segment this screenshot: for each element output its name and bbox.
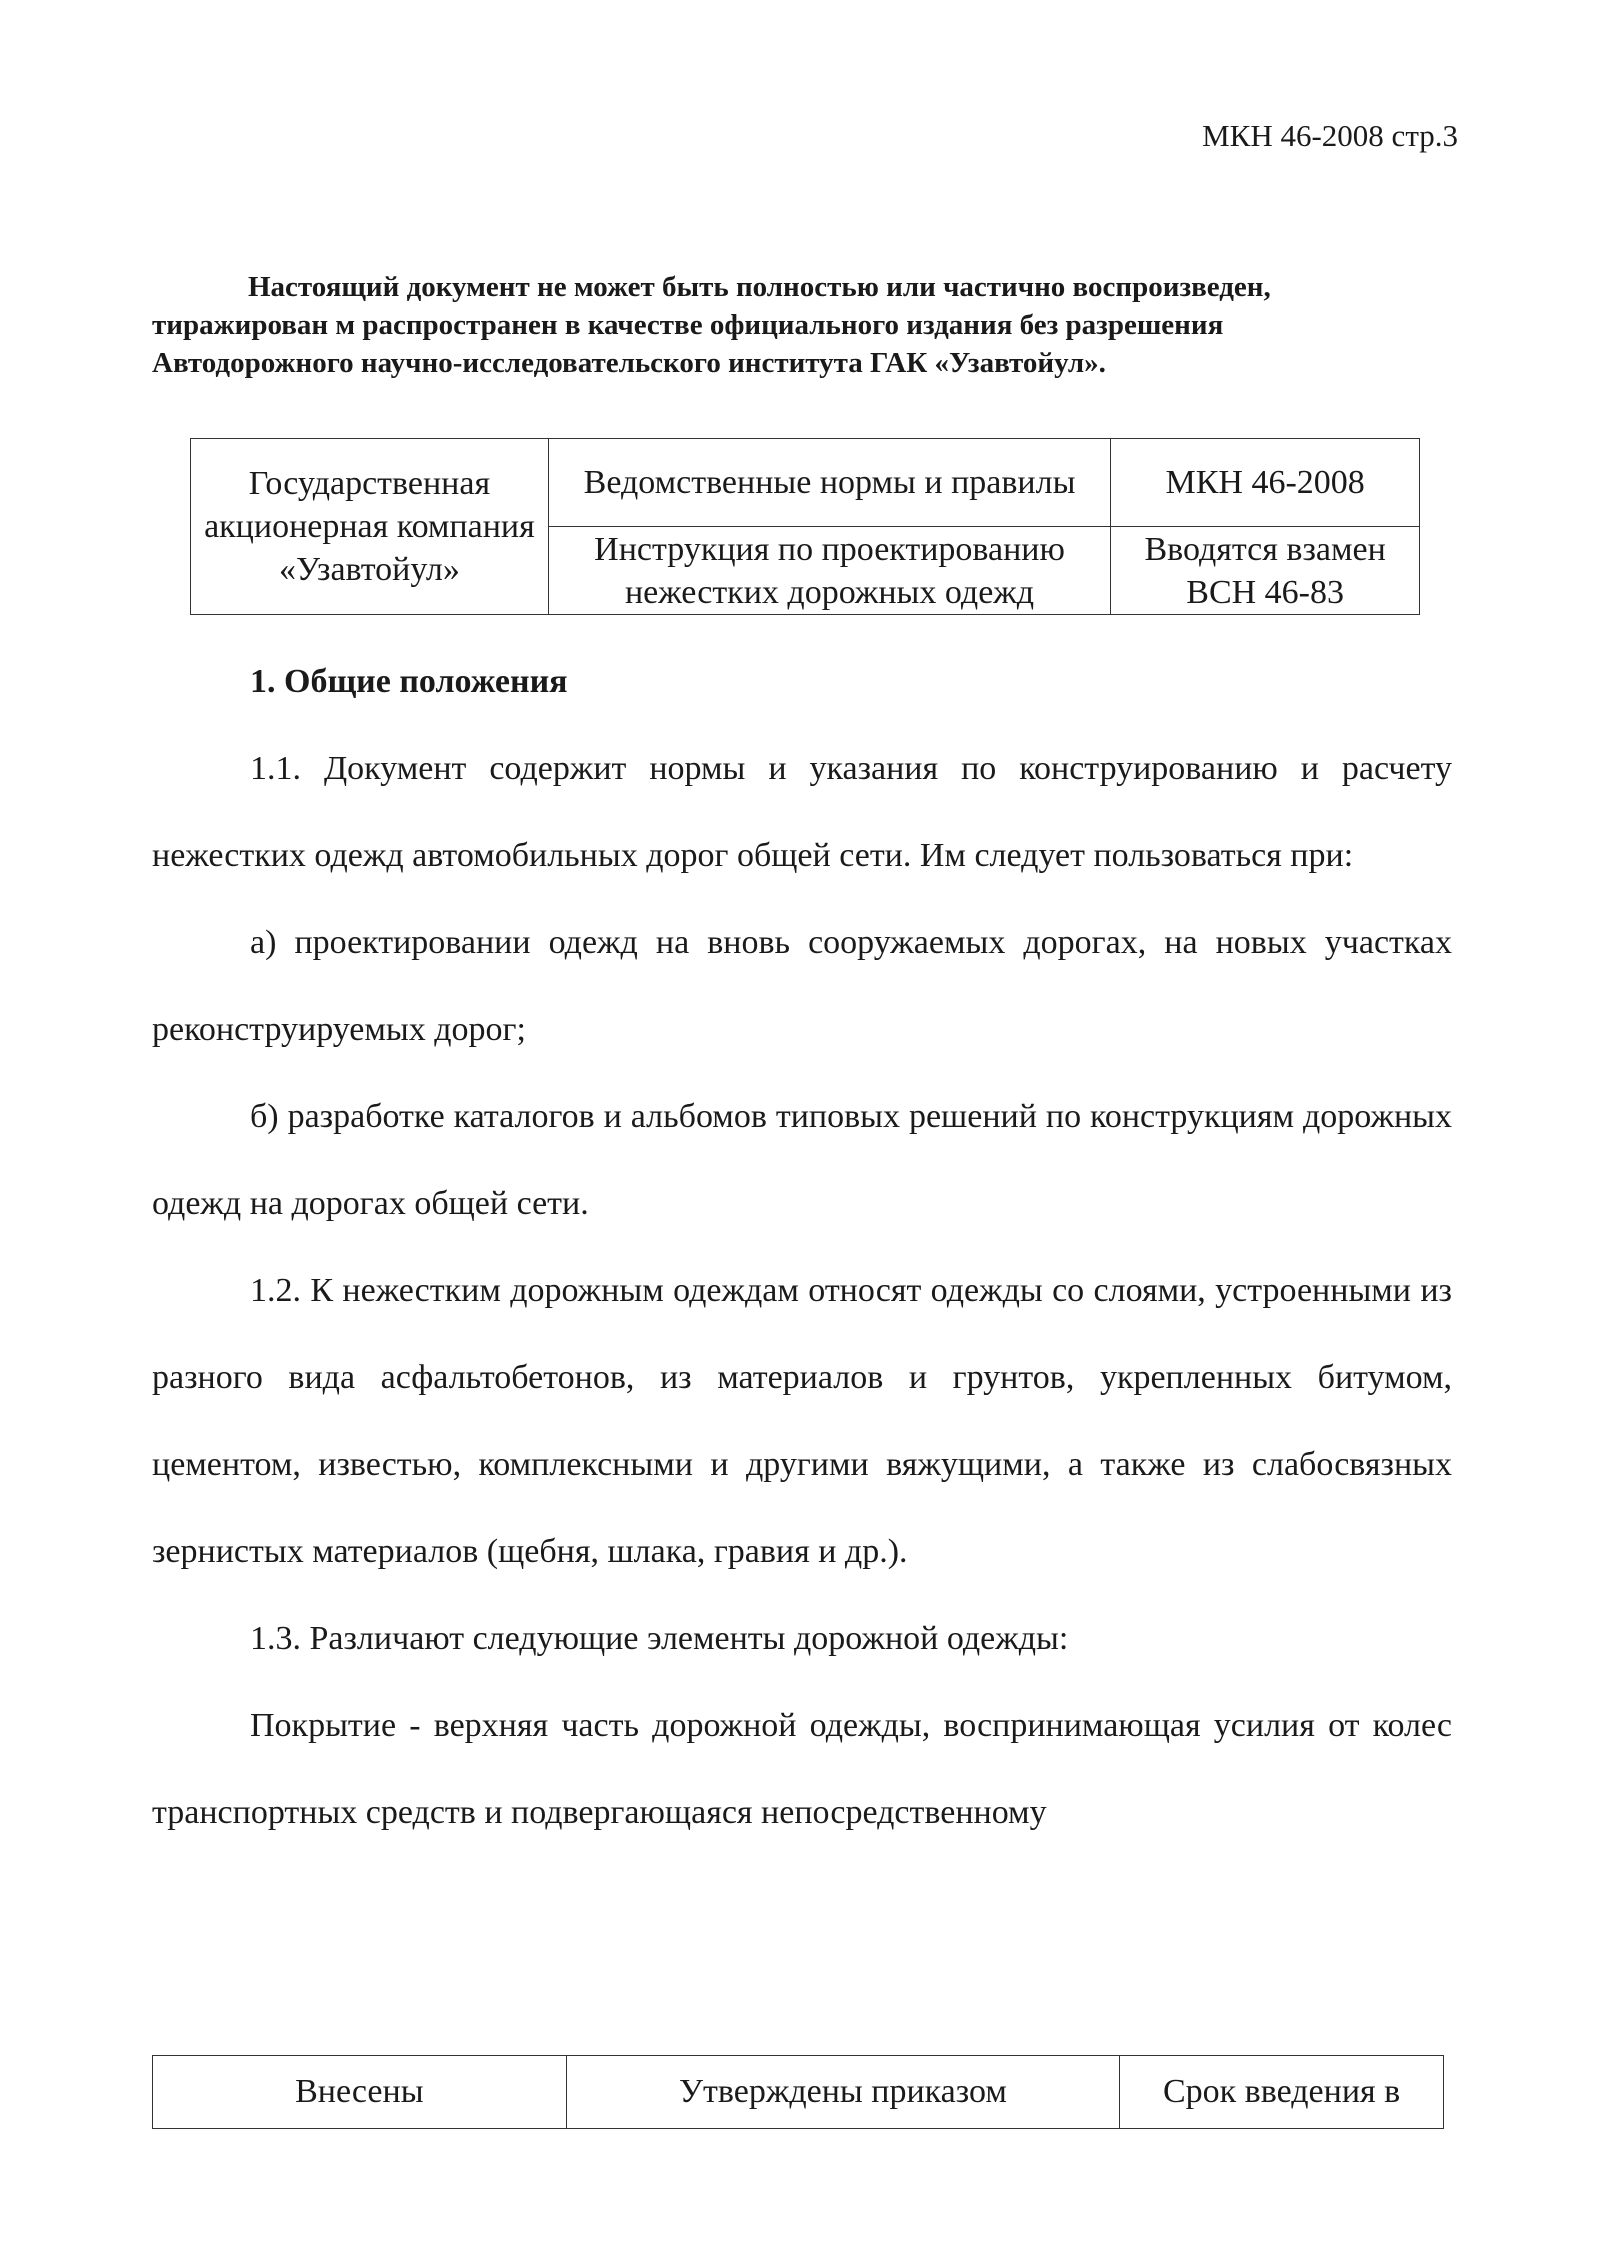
- paragraph-item-a: а) проектировании одежд на вновь сооружаемых дорогах, на новых участках реконструируемых дорог;: [152, 924, 1452, 1048]
- notice-line-3: Автодорожного научно-исследовательского института ГАК «Узавтойул».: [152, 347, 1106, 379]
- approval-table: [152, 2055, 1444, 2129]
- paragraph-1-1: 1.1. Документ содержит нормы и указания по конструированию и расчету нежестких одежд автомобильных дорог общей сети. Им следует пользоваться при:: [152, 750, 1452, 874]
- replaces-cell: Вводятся взамен ВСН 46-83: [1111, 527, 1420, 615]
- paragraph-1-3: 1.3. Различают следующие элементы дорожной одежды:: [250, 1620, 1069, 1657]
- notice-line-2: тиражирован м распространен в качестве официального издания без разрешения: [152, 309, 1224, 341]
- document-body: [152, 725, 1452, 1856]
- page-reference: МКН 46-2008 стр.3: [1202, 118, 1458, 153]
- instruction-title-cell: Инструкция по проектированию нежестких дорожных одежд: [548, 527, 1110, 615]
- notice-line-1: Настоящий документ не может быть полностью или частично воспроизведен,: [248, 271, 1271, 303]
- effective-date-cell: Срок введения в: [1120, 2056, 1444, 2129]
- paragraph-cover: Покрытие - верхняя часть дорожной одежды, воспринимающая усилия от колес транспортных средств и подвергающаяся непосредственному: [152, 1707, 1452, 1831]
- organization-cell: Государственная акционерная компания «Узавтойул»: [191, 439, 549, 615]
- document-header-table: [190, 438, 1420, 615]
- paragraph-1-2: 1.2. К нежестким дорожным одеждам относят одежды со слоями, устроенными из разного вида асфальтобетонов, из материалов и грунтов, укрепленных битумом, цементом, известью, комплексными и другими вяжущими, а также из слабосвязных зернистых материалов (щебня, шлака, гравия и др.).: [152, 1272, 1452, 1570]
- document-code-cell: МКН 46-2008: [1111, 439, 1420, 527]
- paragraph-item-b: б) разработке каталогов и альбомов типовых решений по конструкциям дорожных одежд на дорогах общей сети.: [152, 1098, 1452, 1222]
- copyright-notice: [152, 268, 1452, 382]
- section-title: 1. Общие положения: [250, 663, 568, 700]
- norms-title-cell: Ведомственные нормы и правилы: [548, 439, 1110, 527]
- submitted-by-cell: Внесены: [153, 2056, 567, 2129]
- approved-by-order-cell: Утверждены приказом: [566, 2056, 1120, 2129]
